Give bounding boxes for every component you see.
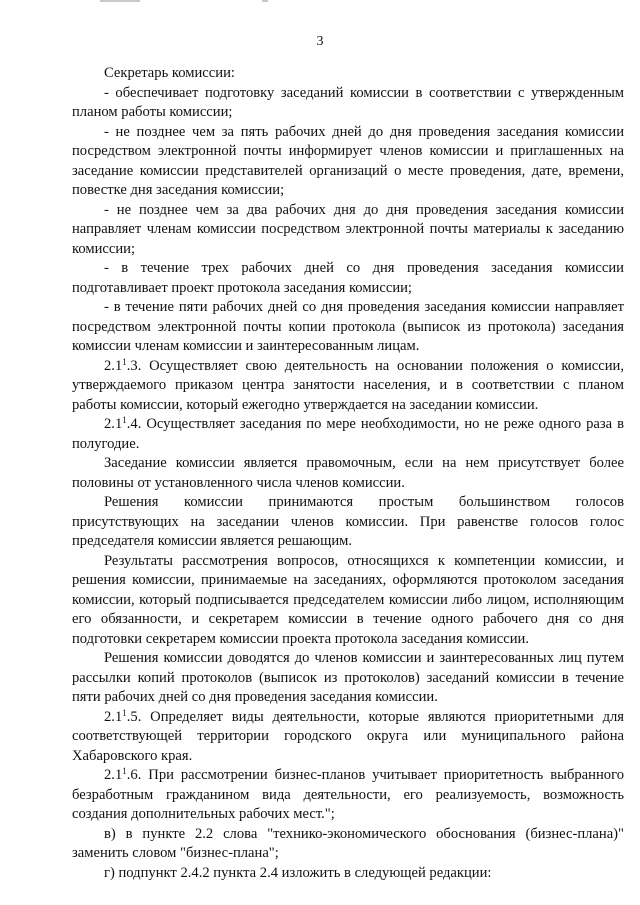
paragraph: - в течение трех рабочих дней со дня проведения заседания комиссии подготавливает проект протокола заседания комиссии; — [72, 260, 624, 296]
paragraph: Заседание комиссии является правомочным, если на нем присутствует более половины от установленного числа членов комиссии. — [72, 455, 624, 491]
superscript: 1 — [122, 766, 127, 776]
superscript: 1 — [122, 707, 127, 718]
superscript: 1 — [122, 415, 127, 425]
clause-number: 2.1 — [104, 416, 123, 432]
paragraph: $2.1^1.6$. При рассмотрении бизнес-планов учитывает приоритетность выбранного безработным гражданином вида деятельности, его реализуемость, возможность создания дополнительных рабочих мест."; — [72, 766, 624, 822]
paragraph: - в течение пяти рабочих дней со дня проведения заседания комиссии направляет посредством электронной почты копии протокола (выписок из протокола) заседания комиссии членам комиссии и заинтересованным лицам. — [72, 299, 624, 354]
clause-number: 2.1 — [104, 767, 123, 783]
paragraph: - не позднее чем за два рабочих дня до дня проведения заседания комиссии направляет членам комиссии посредством электронной почты материалы к заседанию комиссии; — [72, 201, 624, 257]
paragraph: Результаты рассмотрения вопросов, относящихся к компетенции комиссии, и решения комиссии, принимаемые на заседаниях, оформляются протоколом заседания комиссии, который подписывается председателем комиссии либо лицом, исполняющим его обязанности, и секретарем комиссии в течение одного рабочего дня со дня подготовки секретарем комиссии проекта протокола заседания комиссии. — [72, 552, 624, 647]
paragraph: - не позднее чем за пять рабочих дней до дня проведения заседания комиссии посредством электронной почты информирует членов комиссии и приглашенных на заседание комиссии представителей организаций о месте проведения, дате, времени, повестке дня заседания комиссии; — [72, 123, 624, 198]
paragraph: Решения комиссии принимаются простым большинством голосов присутствующих на заседании членов комиссии. При равенстве голосов голос председателя комиссии является решающим. — [72, 494, 624, 549]
paragraph: в) в пункте 2.2 слова "технико-экономического обоснования (бизнес-плана)" заменить словом "бизнес-плана"; — [72, 825, 624, 861]
paragraph: Секретарь комиссии: — [104, 65, 235, 81]
paragraph: Решения комиссии доводятся до членов комиссии и заинтересованных лиц путем рассылки копий протоколов (выписок из протоколов) заседаний комиссии в течение пяти рабочих дней со дня проведения заседания комиссии. — [72, 650, 624, 705]
paragraph: - обеспечивает подготовку заседаний комиссии в соответствии с утвержденным планом работы комиссии; — [72, 84, 624, 120]
clause-number: 2.1 — [104, 357, 123, 374]
scan-artifact — [262, 0, 268, 2]
paragraph: $2.1^1.4$. Осуществляет заседания по мере необходимости, но не реже одного раза в полугодие. — [72, 415, 624, 452]
paragraph: г) подпункт 2.4.2 пункта 2.4 изложить в следующей редакции: — [104, 864, 492, 881]
paragraph: $2.1^1.3$. Осуществляет свою деятельность на основании положения о комиссии, утверждаемого приказом центра занятости населения, и в соответствии с планом работы комиссии, который ежегодно утверждается на заседании комиссии. — [72, 356, 624, 413]
clause-number: 2.1 — [104, 708, 123, 725]
paragraph: $2.1^1.5$. Определяет виды деятельности, которые являются приоритетными для соответствующей территории городского округа или муниципального района Хабаровского края. — [72, 707, 624, 764]
page-number: 3 — [316, 34, 324, 49]
superscript: 1 — [122, 356, 127, 367]
document-body — [72, 64, 624, 883]
scan-artifact — [100, 0, 140, 2]
